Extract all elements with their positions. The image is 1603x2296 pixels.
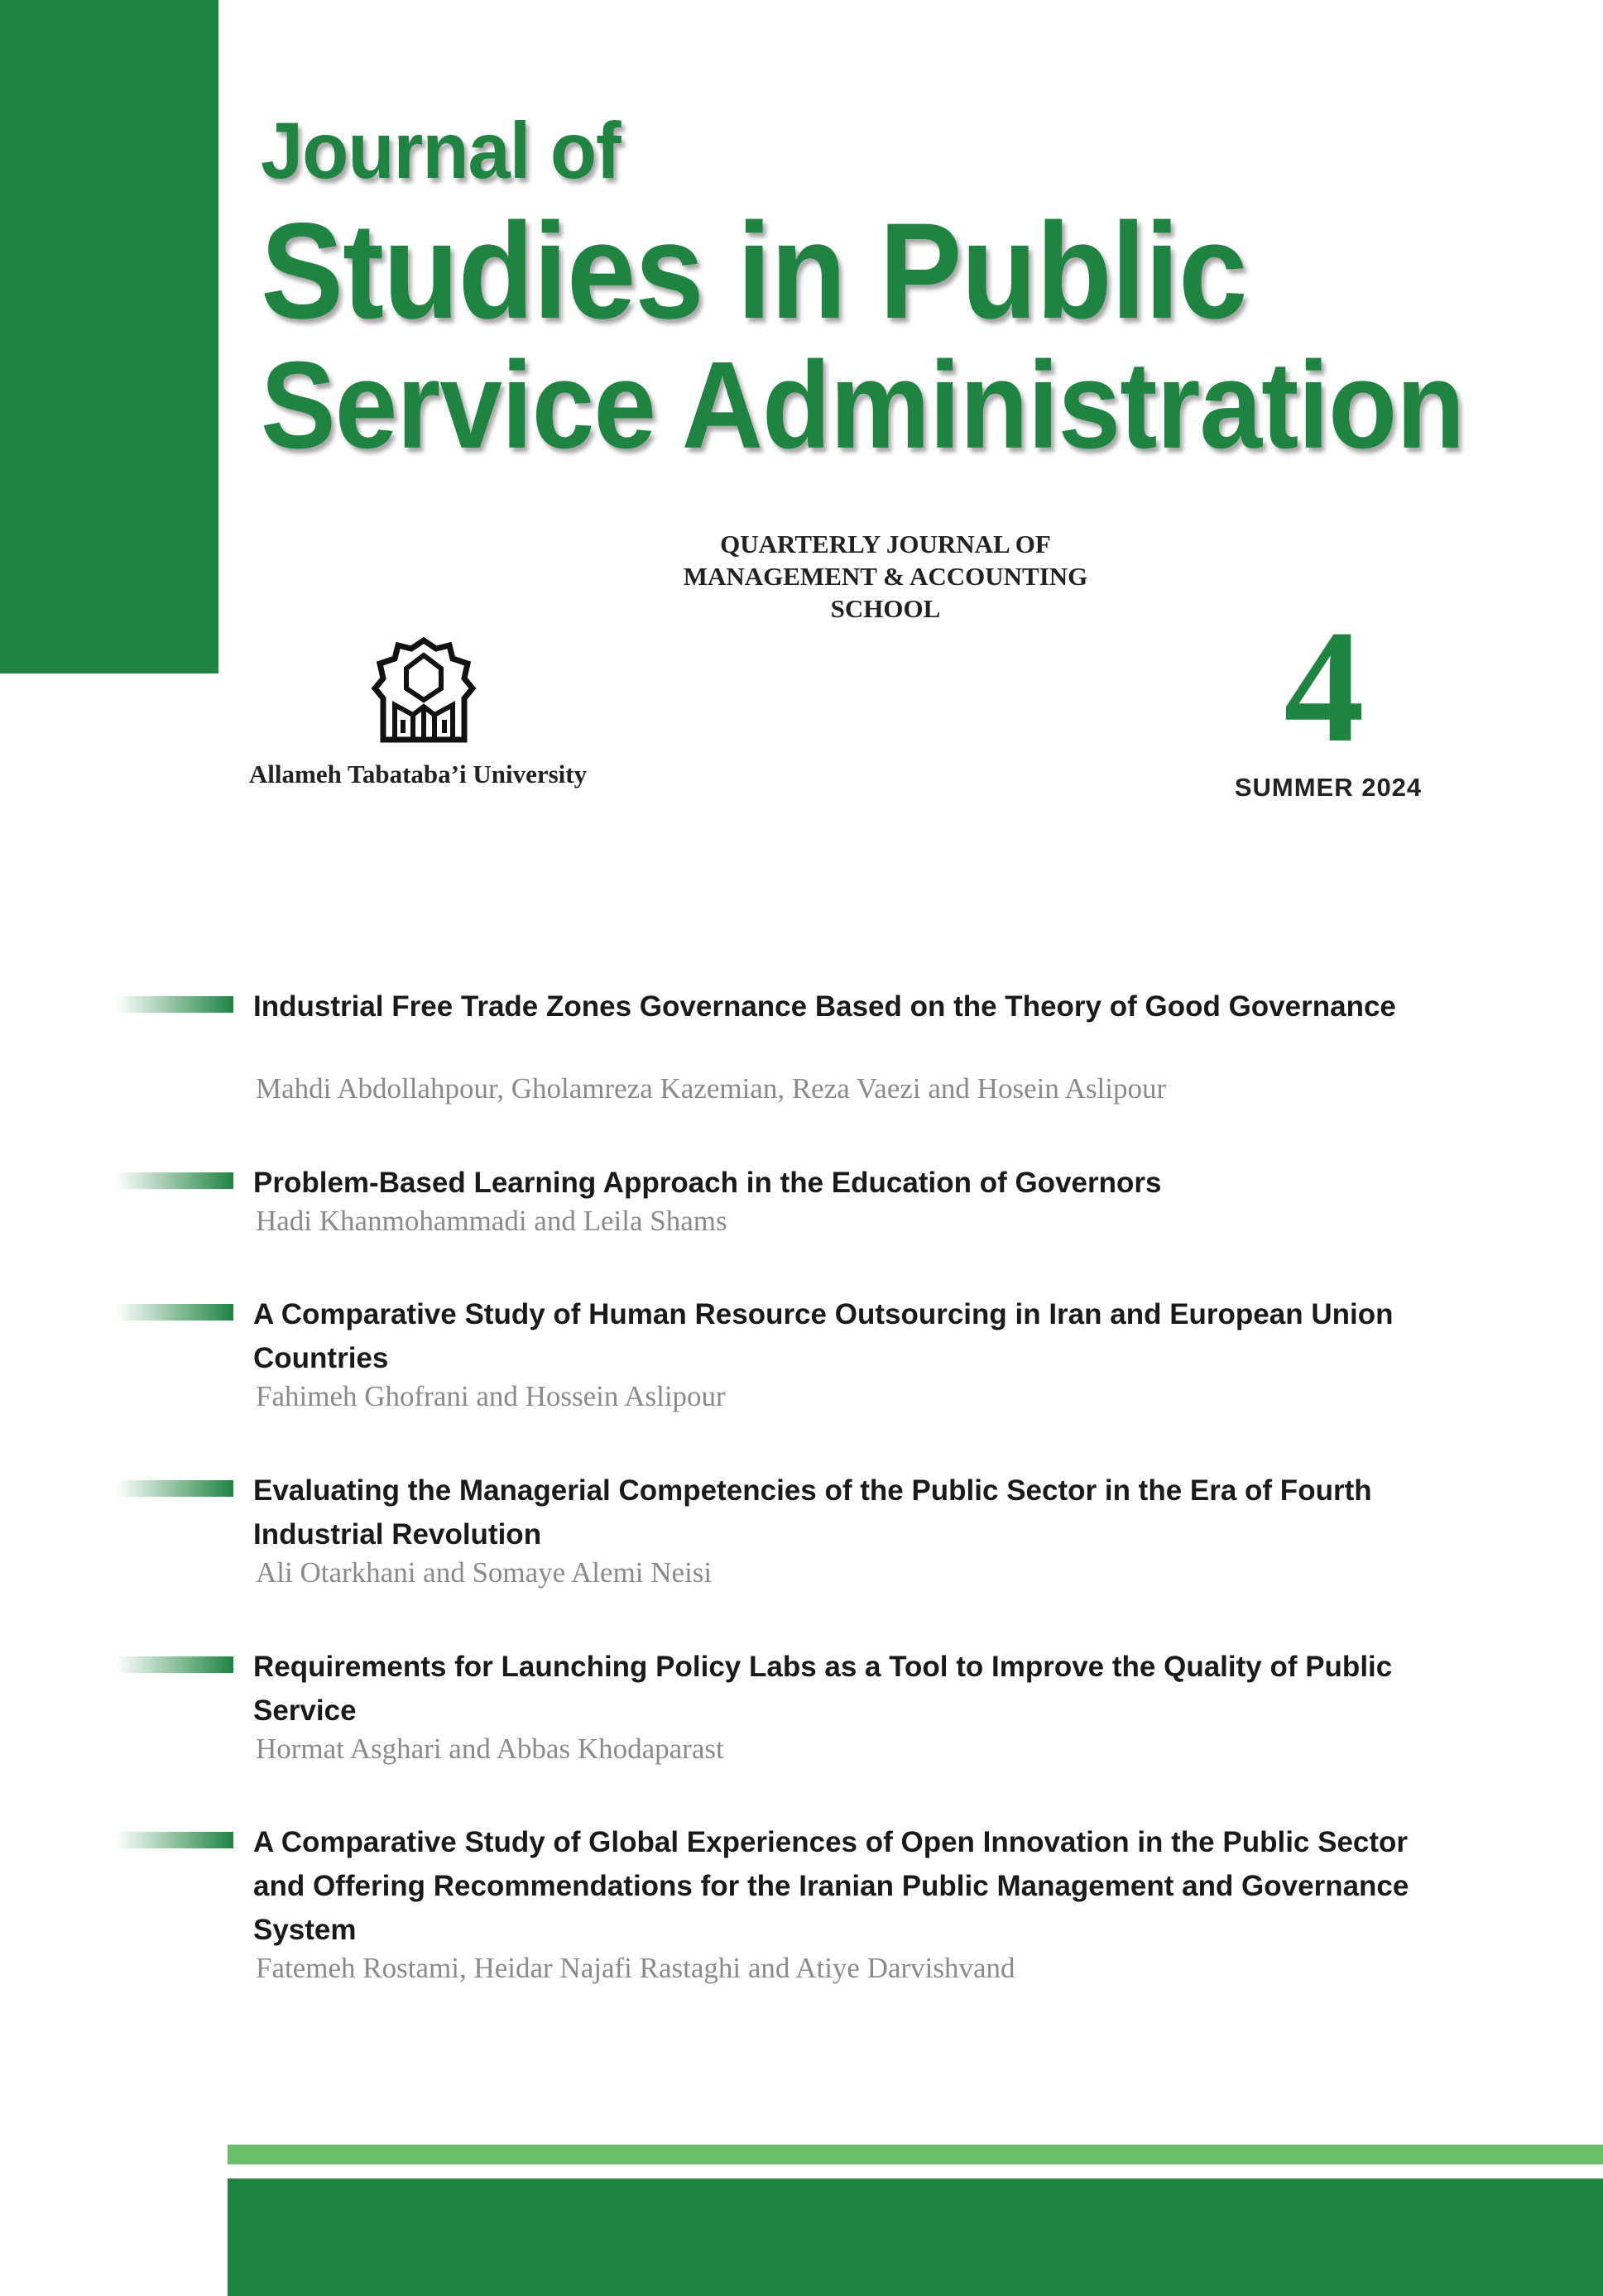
article-bullet-icon xyxy=(116,996,233,1013)
journal-title xyxy=(261,106,1465,474)
article-authors: Ali Otarkhani and Somaye Alemi Neisi xyxy=(256,1556,713,1589)
article-title: Problem-Based Learning Approach in the Education of Governors xyxy=(253,1167,1162,1199)
article-authors: Mahdi Abdollahpour, Gholamreza Kazemian, Reza Vaezi and Hosein Aslipour xyxy=(256,1072,1167,1105)
article-authors: Hormat Asghari and Abbas Khodaparast xyxy=(256,1733,724,1765)
article-bullet-icon xyxy=(116,1656,233,1673)
footer-stripe-light xyxy=(228,2145,1603,2164)
article-authors: Fahimeh Ghofrani and Hossein Aslipour xyxy=(256,1380,726,1412)
green-side-block xyxy=(0,0,218,673)
title-line-journal-of: Journal of xyxy=(261,106,621,196)
subtitle-line-2: MANAGEMENT & ACCOUNTING xyxy=(683,562,1088,591)
journal-subtitle xyxy=(629,528,1142,625)
subtitle-line-3: SCHOOL xyxy=(830,594,941,623)
subtitle-line-1: QUARTERLY JOURNAL OF xyxy=(720,530,1051,558)
title-line-service: Service Administration xyxy=(261,335,1465,474)
article-title: A Comparative Study of Human Resource Outsourcing in Iran and European Union Countries xyxy=(253,1298,1394,1374)
issue-season: SUMMER 2024 xyxy=(1234,773,1423,802)
article-title: Industrial Free Trade Zones Governance Based on the Theory of Good Governance xyxy=(253,990,1396,1023)
article-bullet-icon xyxy=(116,1832,233,1848)
article-title: Evaluating the Managerial Competencies of the Public Sector in the Era of Fourth Industrial Revolution xyxy=(253,1474,1372,1551)
article-bullet-icon xyxy=(116,1480,233,1497)
article-authors: Hadi Khanmohammadi and Leila Shams xyxy=(256,1205,727,1237)
article-bullet-icon xyxy=(116,1172,233,1189)
university-logo-icon xyxy=(370,635,478,745)
title-line-studies: Studies in Public xyxy=(261,194,1247,348)
article-title: Requirements for Launching Policy Labs as a Tool to Improve the Quality of Public Service xyxy=(253,1651,1393,1727)
article-bullet-icon xyxy=(116,1304,233,1321)
article-authors: Fatemeh Rostami, Heidar Najafi Rastaghi and Atiye Darvishvand xyxy=(256,1952,1015,1984)
footer-stripe-dark xyxy=(228,2179,1603,2296)
issue-number: 4 xyxy=(1284,597,1365,776)
university-name: Allameh Tabataba’i University xyxy=(248,760,588,789)
article-title: A Comparative Study of Global Experiences of Open Innovation in the Public Sector and Offering Recommendations for the Iranian Public Management and Governance System xyxy=(253,1826,1409,1946)
